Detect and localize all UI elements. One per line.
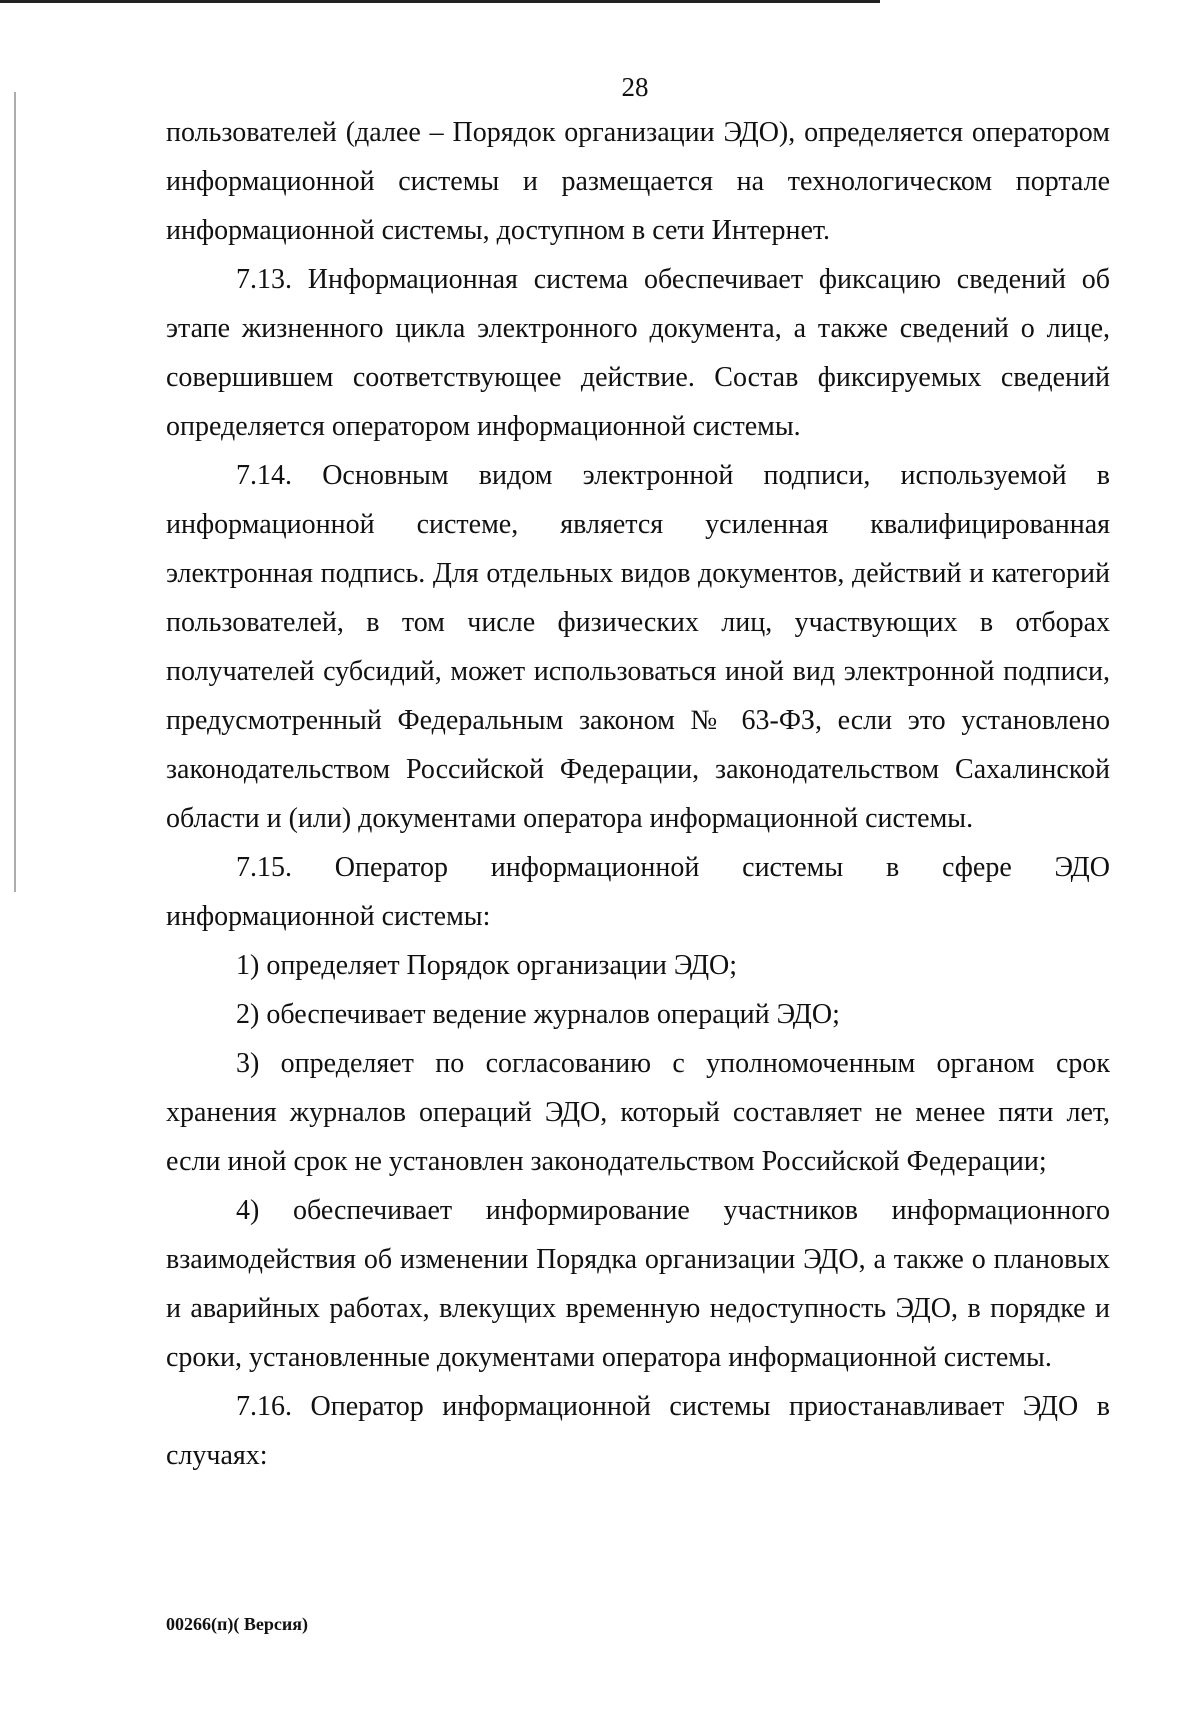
text-line: информационной системы, доступном в сети Интернет.	[166, 215, 831, 246]
page-number: 28	[621, 72, 649, 102]
text-line: электронная подпись. Для отдельных видов документов, действий и категорий	[166, 558, 1110, 589]
text-line: 1) определяет Порядок организации ЭДО;	[236, 950, 738, 981]
text-line: хранения журналов операций ЭДО, который составляет не менее пяти лет,	[166, 1097, 1110, 1128]
text-line: 7.15. Оператор информационной системы в сфере ЭДО	[236, 852, 1110, 883]
top-edge-rule	[0, 0, 880, 3]
text-line: области и (или) документами оператора информационной системы.	[166, 803, 974, 834]
text-line: сроки, установленные документами оператора информационной системы.	[166, 1342, 1052, 1373]
scan-margin-line	[14, 92, 16, 892]
text-line: этапе жизненного цикла электронного документа, а также сведений о лице,	[166, 313, 1110, 344]
text-line: совершившем соответствующее действие. Состав фиксируемых сведений	[166, 362, 1110, 393]
text-line: случаях:	[166, 1440, 268, 1471]
text-line: определяется оператором информационной системы.	[166, 411, 801, 442]
document-body	[166, 108, 1110, 1480]
text-line: 7.13. Информационная система обеспечивает фиксацию сведений об	[236, 264, 1110, 295]
text-line: 7.14. Основным видом электронной подписи, используемой в	[236, 460, 1110, 491]
text-line: пользователей (далее – Порядок организации ЭДО), определяется оператором	[166, 117, 1110, 148]
text-line: информационной системы и размещается на технологическом портале	[166, 166, 1110, 197]
text-line: информационной системы:	[166, 901, 491, 932]
text-line: взаимодействия об изменении Порядка организации ЭДО, а также о плановых	[166, 1244, 1110, 1275]
text-line: законодательством Российской Федерации, законодательством Сахалинской	[166, 754, 1110, 785]
text-line: 7.16. Оператор информационной системы приостанавливает ЭДО в	[236, 1391, 1110, 1422]
text-line: предусмотренный Федеральным законом № 63-ФЗ, если это установлено	[166, 705, 1110, 736]
text-line: пользователей, в том числе физических лиц, участвующих в отборах	[166, 607, 1110, 638]
text-line: 2) обеспечивает ведение журналов операций ЭДО;	[236, 999, 840, 1030]
text-line: если иной срок не установлен законодательством Российской Федерации;	[166, 1146, 1047, 1177]
text-line: 4) обеспечивает информирование участников информационного	[236, 1195, 1110, 1226]
footer-document-code: 00266(п)( Версия)	[166, 1614, 308, 1634]
text-line: получателей субсидий, может использоваться иной вид электронной подписи,	[166, 656, 1110, 687]
text-line: информационной системе, является усиленная квалифицированная	[166, 509, 1110, 540]
text-line: 3) определяет по согласованию с уполномоченным органом срок	[236, 1048, 1110, 1079]
text-line: и аварийных работах, влекущих временную недоступность ЭДО, в порядке и	[166, 1293, 1110, 1324]
